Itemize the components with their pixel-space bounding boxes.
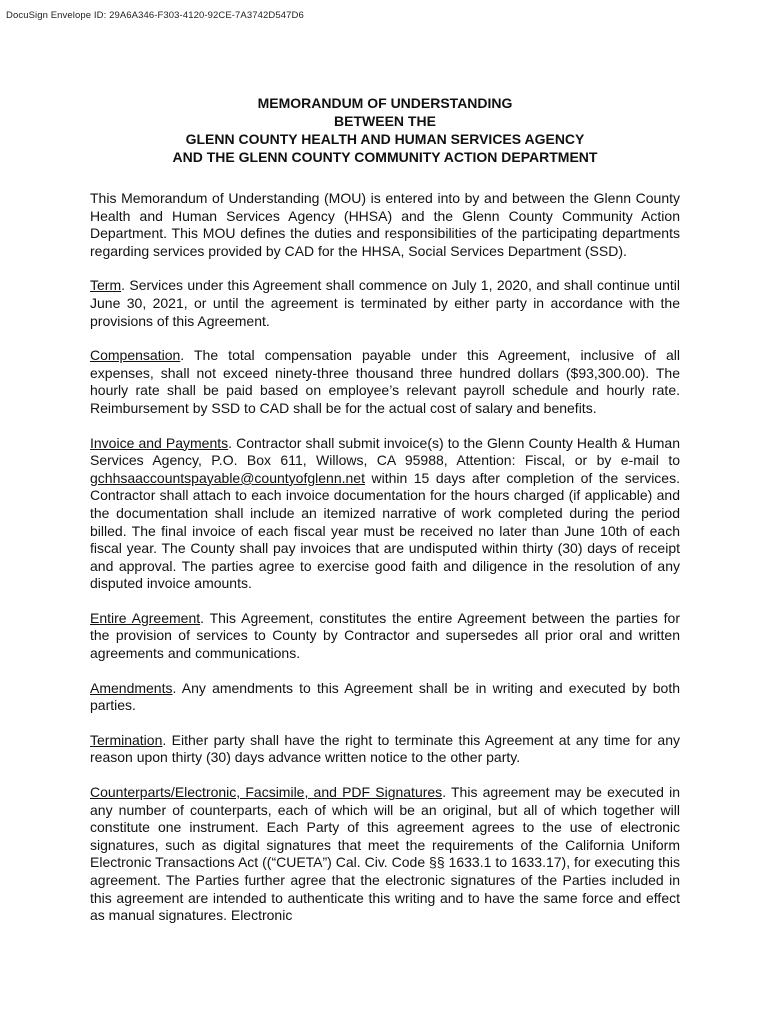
termination-heading: Termination	[90, 731, 163, 748]
counterparts-heading: Counterparts/Electronic, Facsimile, and PDF Signatures	[90, 784, 443, 801]
amendments-heading: Amendments	[90, 679, 173, 696]
compensation-section	[90, 347, 680, 417]
invoice-heading: Invoice and Payments	[90, 434, 229, 451]
entire-agreement-text: . This Agreement, constitutes the entire Agreement between the parties for the provision of services to County by Contractor and supersedes all prior oral and written agreements and communications.	[90, 609, 681, 662]
compensation-text: . The total compensation payable under this Agreement, inclusive of all expenses, shall not exceed ninety-three thousand three hundred dollars ($93,300.00). The hourly rate shall be paid based on employee’s relevant payroll schedule and hourly rate. Reimbursement by SSD to CAD shall be for the actual cost of salary and benefits.	[90, 347, 680, 416]
title-line: GLENN COUNTY HEALTH AND HUMAN SERVICES AGENCY	[185, 131, 585, 147]
counterparts-section	[90, 784, 680, 925]
document-title	[90, 94, 680, 166]
intro-paragraph: This Memorandum of Understanding (MOU) is entered into by and between the Glenn County Health and Human Services Agency (HHSA) and the Glenn County Community Action Department. This MOU defines the duties and responsibilities of the participating departments regarding services provided by CAD for the HHSA, Social Services Department (SSD).	[90, 190, 680, 259]
docusign-envelope-id: DocuSign Envelope ID: 29A6A346-F303-4120-92CE-7A3742D547D6	[6, 10, 304, 21]
title-line: MEMORANDUM OF UNDERSTANDING	[257, 95, 513, 111]
termination-section	[90, 732, 680, 767]
amendments-text: . Any amendments to this Agreement shall be in writing and executed by both parties.	[90, 679, 680, 714]
compensation-heading: Compensation	[90, 347, 181, 364]
term-text: . Services under this Agreement shall commence on July 1, 2020, and shall continue until June 30, 2021, or until the agreement is terminated by either party in accordance with the provisions of this Agreement.	[90, 277, 680, 329]
counterparts-text: . This agreement may be executed in any number of counterparts, each of which will be an original, but all of which together will constitute one instrument. Each Party of this agreement agrees to the use of electronic signatures, such as digital signatures that meet the requirements of the California Uniform Electronic Transactions Act ((“CUETA”) Cal. Civ. Code §§ 1633.1 to 1633.17), for executing this agreement. The Parties further agree that the electronic signatures of the Parties included in this agreement are intended to authenticate this writing and to have the same force and effect as manual signatures. Electronic	[90, 784, 680, 924]
invoice-email-link[interactable]: gchhsaaccountspayable@countyofglenn.net	[90, 469, 365, 486]
amendments-section	[90, 680, 680, 715]
entire-agreement-heading: Entire Agreement	[90, 609, 201, 626]
title-line: BETWEEN THE	[334, 113, 436, 129]
title-line: AND THE GLENN COUNTY COMMUNITY ACTION DEPARTMENT	[172, 149, 598, 165]
term-heading: Term	[90, 277, 122, 294]
document-page	[90, 94, 680, 942]
invoice-text-after: within 15 days after completion of the services. Contractor shall attach to each invoice documentation for the hours charged (if applicable) and the documentation shall include an itemized narrative of work completed during the period billed. The final invoice of each fiscal year must be received no later than June 10th of each fiscal year. The County shall pay invoices that are undisputed within thirty (30) days of receipt and approval. The parties agree to exercise good faith and diligence in the resolution of any disputed invoice amounts.	[90, 469, 680, 592]
invoice-section	[90, 435, 680, 593]
entire-agreement-section	[90, 610, 680, 663]
invoice-text-before: . Contractor shall submit invoice(s) to the Glenn County Health & Human Services Agency, P.O. Box 611, Willows, CA 95988, Attention: Fiscal, or by e-mail to	[90, 434, 680, 469]
term-section	[90, 277, 680, 330]
termination-text: . Either party shall have the right to terminate this Agreement at any time for any reason upon thirty (30) days advance written notice to the other party.	[90, 731, 680, 766]
